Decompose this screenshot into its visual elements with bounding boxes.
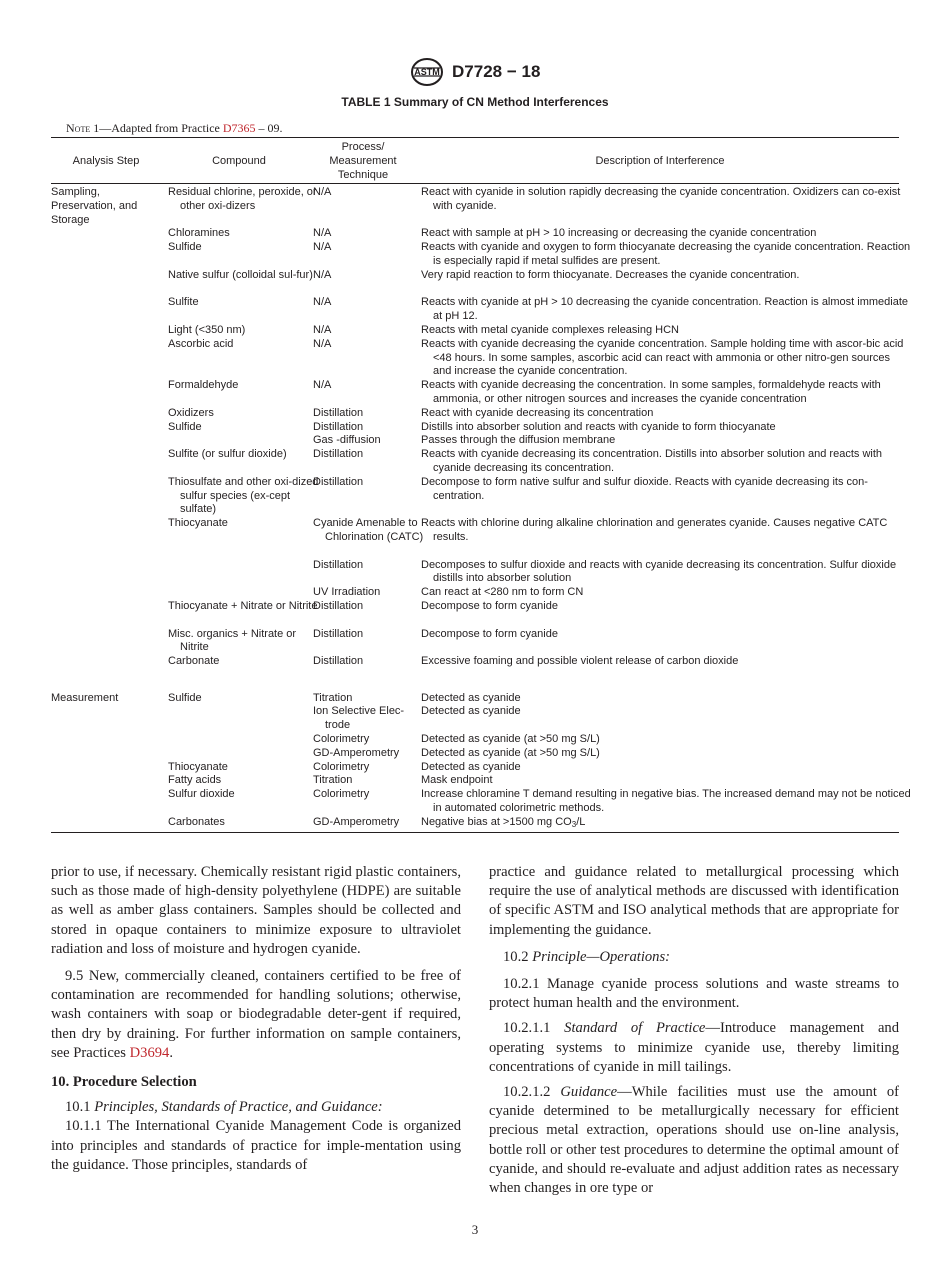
cell-description: Detected as cyanide [421,705,521,718]
cell-compound: Misc. organics + Nitrate or Nitrite [168,627,297,654]
paragraph-9-5-end: . [169,1044,173,1061]
section-10-2-1-1-number: 10.2.1.1 [503,1020,565,1037]
table-row [51,324,899,338]
section-10-2 [489,948,899,967]
cell-compound: Sulfide [168,241,202,254]
cell-description: Reacts with metal cyanide complexes releasing HCN [421,323,679,336]
cell-technique: N/A [313,241,332,254]
section-10-2-title: Principle—Operations: [532,948,671,965]
cell-technique: Distillation [313,627,364,640]
col-header-description: Description of Interference [595,155,725,167]
cell-description: Excessive foaming and possible violent release of carbon dioxide [421,655,739,668]
table-row [51,337,904,379]
table-row [51,517,899,558]
section-10-1-number: 10.1 [65,1099,95,1116]
col-header-technique: Process/ Measurement Technique [329,141,397,181]
cell-compound: Sulfur dioxide [168,788,235,801]
table-row [51,733,899,747]
cell-description: Detected as cyanide [421,760,521,773]
section-10-2-1-2-title: Guidance [560,1084,618,1101]
table-row [51,296,909,324]
section-10-2-1-2-text: —While facilities must use the amount of cyanide determined to be metallurgically necessary for efficient precious metal extraction, operations should use on-line analysis, bottle roll or other test procedures to determine the optimal amount of cyanide, and should re-evaluate and adjust addition rates as necessary when changes in ore type or [489,1084,899,1197]
section-10-1-1: 10.1.1 The International Cyanide Management Code is organized into principles and standards of practice for imple-mentation using the guidance. Those principles, standards of [51,1118,461,1173]
cell-compound: Thiosulfate and other oxi-dized sulfur species (ex-cept sulfate) [168,475,319,516]
cell-technique: Distillation [313,448,364,461]
cell-technique: Distillation [313,655,364,668]
left-text-column [51,863,461,1175]
cell-compound: Fatty acids [168,774,222,787]
cell-description: Can react at <280 nm to form CN [421,586,584,599]
table-row [51,227,899,241]
cell-technique: GD-Amperometry [313,815,400,828]
note-text-before: —Adapted from Practice [99,121,223,135]
table-row [51,705,899,733]
cell-analysis-step: Sampling, Preservation, and Storage [51,186,138,226]
cell-compound: Formaldehyde [168,379,239,392]
table-row [51,421,899,435]
cell-description: Decompose to form cyanide [421,627,558,640]
cell-description: Detected as cyanide [421,691,521,704]
cell-technique: Titration [313,774,353,787]
cell-technique: Colorimetry [313,760,370,773]
table-row [51,692,899,706]
cell-compound: Thiocyanate [168,760,228,773]
col-header-compound: Compound [212,155,266,167]
table-row [51,628,899,656]
cell-description: React with cyanide decreasing its concentration [421,406,654,419]
cell-description: React with cyanide in solution rapidly decreasing the cyanide concentration. Oxidizers can co-exist with cyanide. [421,186,901,212]
cell-description: Mask endpoint [421,774,493,787]
section-10-2-1-2 [489,1083,899,1198]
cell-compound: Sulfite (or sulfur dioxide) [168,448,287,461]
table-row [51,600,899,628]
table-title: TABLE 1 Summary of CN Method Interferences [341,95,609,109]
document-header [0,57,950,87]
table-row [51,241,911,269]
cell-technique: Distillation [313,420,364,433]
cell-compound: Native sulfur (colloidal sul-fur) [168,268,313,281]
section-10-2-1-1-text: —Introduce management and operating systems to minimize cyanide use, thereby limiting concentrations of cyanide in mill tailings. [489,1020,900,1075]
cell-description: Reacts with cyanide decreasing its concentration. Distills into absorber solution and reacts with cyanide decreasing its concentration. [421,448,883,474]
table-note [66,121,283,136]
cell-technique: Gas -diffusion [313,434,381,447]
cell-compound: Sulfide [168,420,202,433]
paragraph-containers: prior to use, if necessary. Chemically resistant rigid plastic containers, such as those made of high-density polyethylene (HDPE) are suitable as well as amber glass containers. Samples should be collected and stored in opaque containers to minimize exposure to ultraviolet radiation and loss of moisture and hydrogen cyanide. [51,864,461,957]
section-10-2-1-1 [489,1019,899,1077]
cell-technique: N/A [313,323,332,336]
cell-technique: Colorimetry [313,788,370,801]
table-row [51,379,899,407]
cell-description: React with sample at pH > 10 increasing or decreasing the cyanide concentration [421,227,817,240]
co3-subscript: 3 [571,819,577,829]
cell-description: Distills into absorber solution and reacts with cyanide to form thiocyanate [421,420,776,433]
note-ref-link[interactable]: D7365 [222,121,256,135]
section-10-2-1: 10.2.1 Manage cyanide process solutions and waste streams to protect human health and the environment. [489,976,899,1012]
cell-technique: Ion Selective Elec-trode [313,705,405,732]
cell-description: Reacts with cyanide decreasing the concentration. In some samples, formaldehyde reacts with ammonia, or other nitrogen sources and increases the cyanide concentration [421,379,881,405]
cell-compound: Chloramines [168,227,230,240]
table-row [51,747,899,761]
cell-technique: Distillation [313,599,364,612]
cell-compound: Sulfide [168,691,202,704]
note-label: Note 1 [66,121,100,135]
d3694-ref-link[interactable]: D3694 [129,1044,170,1061]
page-number: 3 [471,1222,479,1237]
cell-compound: Residual chlorine, peroxide, or other oxi-dizers [168,186,317,212]
section-10-1 [51,1098,461,1117]
cell-technique: N/A [313,227,332,240]
table-row [51,586,899,600]
table-row [51,774,899,788]
cell-technique: Distillation [313,475,364,488]
col-header-analysis-step: Analysis Step [72,155,140,167]
logo-text: ASTM [413,67,440,77]
table-row [51,434,899,448]
cell-description: Detected as cyanide (at >50 mg S/L) [421,733,600,746]
section-10-2-number: 10.2 [503,948,533,965]
cell-technique: N/A [313,379,332,392]
section-heading-10: 10. Procedure Selection [51,1074,197,1091]
cell-compound: Carbonate [168,655,220,668]
table-header [51,138,899,184]
cell-compound: Ascorbic acid [168,337,234,350]
cell-technique: N/A [313,296,332,309]
cell-technique: N/A [313,268,332,281]
cell-technique: UV Irradiation [313,586,381,599]
cell-compound: Sulfite [168,296,199,309]
cell-description: Decompose to form cyanide [421,599,558,612]
table-row [51,559,899,587]
cell-compound: Thiocyanate [168,517,228,530]
cell-technique: GD-Amperometry [313,746,400,759]
note-text-after: – 09. [255,121,283,135]
cell-compound: Carbonates [168,815,225,828]
interferences-table [51,137,911,833]
table-row [51,407,899,421]
cell-technique: Colorimetry [313,733,370,746]
table-row [51,761,899,775]
table-row [51,655,899,683]
cell-description: Reacts with chlorine during alkaline chlorination and generates cyanide. Causes negative CATC results. [421,517,888,543]
cell-compound: Thiocyanate + Nitrate or Nitrite [168,599,318,612]
cell-technique: Cyanide Amenable to Chlorination (CATC) [313,517,424,543]
cell-technique: N/A [313,337,332,350]
right-text-column [489,863,899,1198]
description-part: /L [576,815,586,828]
paragraph-9-5 [51,967,461,1063]
section-10-2-1-1-title: Standard of Practice [564,1020,706,1037]
table-row [51,269,899,297]
cell-technique: Titration [313,691,353,704]
table-row [51,476,899,517]
paragraph-continuation: practice and guidance related to metallurgical processing which require the use of analytical methods are discussed with identification of specific ASTM and ISO analytical methods that are appropriate for implementing the guidance. [489,864,899,938]
standard-designation: D7728 − 18 [452,62,541,81]
table-body [51,186,911,832]
cell-description: Decomposes to sulfur dioxide and reacts with cyanide decreasing its concentration. Sulfur dioxide distills into absorber solution [421,558,897,585]
description-part: Negative bias at >1500 mg CO [421,815,572,828]
cell-analysis-step: Measurement [51,691,119,704]
cell-description: Reacts with cyanide and oxygen to form thiocyanate decreasing the cyanide concentration. Reaction is especially rapid if metal sulfides are present. [421,241,911,267]
cell-compound: Light (<350 nm) [168,323,246,336]
cell-description: Decompose to form native sulfur and sulfur dioxide. Reacts with cyanide decreasing its con-centration. [421,475,868,502]
table-row [51,788,911,816]
cell-technique: N/A [313,186,332,198]
section-10-2-1-2-number: 10.2.1.2 [503,1084,561,1101]
cell-description: Passes through the diffusion membrane [421,434,616,447]
cell-description: Very rapid reaction to form thiocyanate. Decreases the cyanide concentration. [421,268,800,281]
table-row [51,186,899,227]
cell-description: Increase chloramine T demand resulting in negative bias. The increased demand may not be noticed in automated colorimetric methods. [421,788,911,815]
cell-description: Reacts with cyanide decreasing the cyanide concentration. Sample holding time with ascor-bic acid <48 hours. In some samples, ascorbic acid can react with ammonia or other nitro-gen sources and increase the cyanide concentration. [421,337,904,378]
cell-description: Reacts with cyanide at pH > 10 decreasing the cyanide concentration. Reaction is almost immediate at pH 12. [421,296,909,323]
cell-technique: Distillation [313,558,364,571]
cell-description: Detected as cyanide (at >50 mg S/L) [421,746,600,759]
table-row [51,816,899,830]
cell-description [421,816,911,832]
cell-technique: Distillation [313,406,364,419]
table-row [51,448,899,476]
astm-logo-icon [410,57,444,87]
paragraph-9-5-text: 9.5 New, commercially cleaned, containers certified to be free of contamination are recommended for handling solutions; otherwise, wash containers with soap or biodegradable deter-gent if required, then dry by draining. For further information on sample containers, see Practices [51,968,461,1061]
cell-compound: Oxidizers [168,406,214,419]
section-10-1-title: Principles, Standards of Practice, and Guidance: [94,1099,383,1116]
